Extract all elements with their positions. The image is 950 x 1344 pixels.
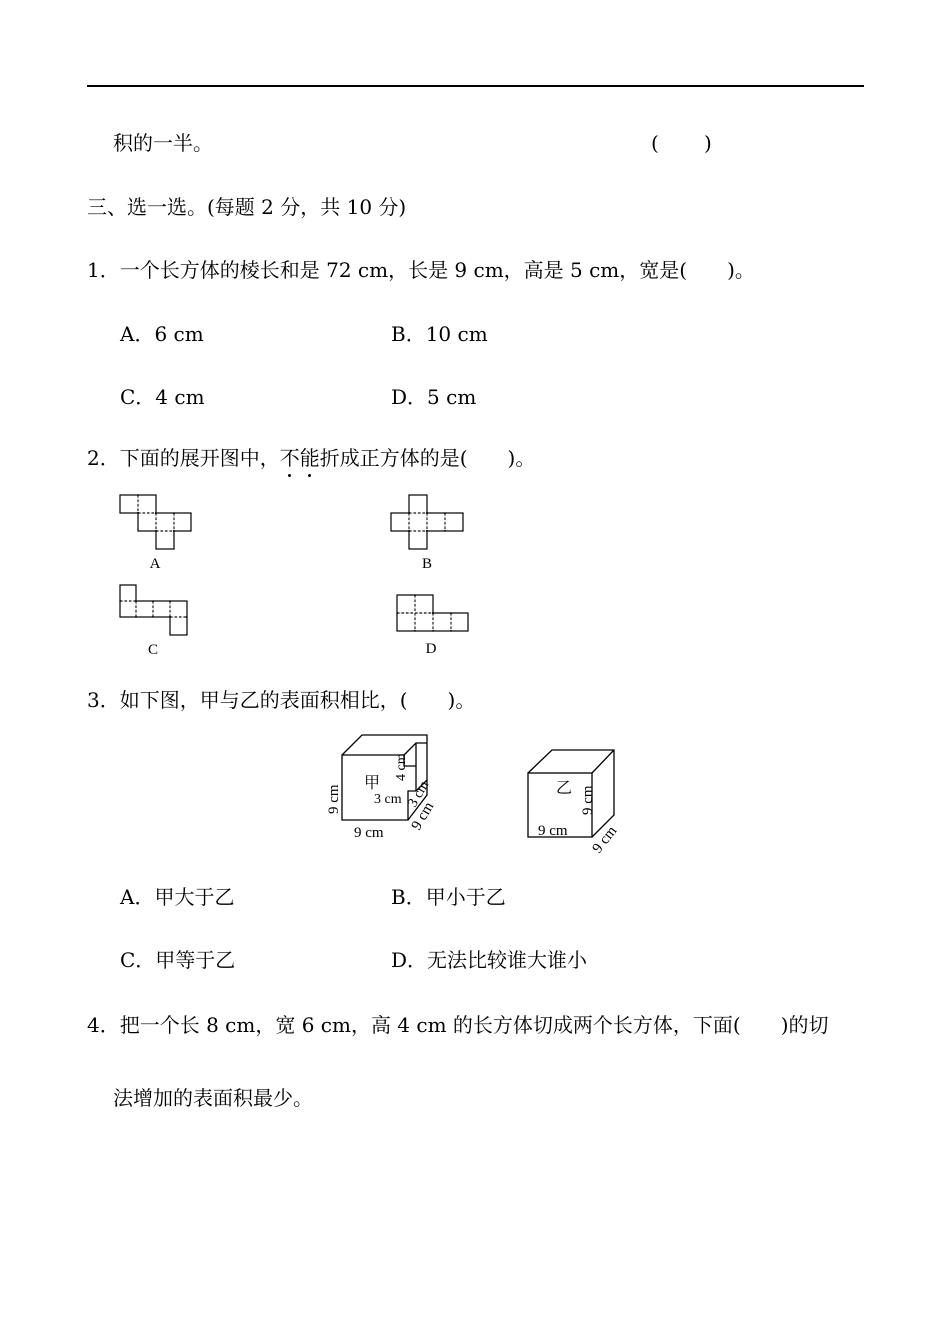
- label-width: 9 cm: [354, 825, 384, 841]
- section-heading: 三、选一选。(每题 2 分，共 10 分): [87, 195, 407, 219]
- net-face: [397, 595, 415, 613]
- figure-jia-notched-cube: [320, 728, 460, 848]
- top-right-edge: [592, 750, 614, 773]
- q3-option-d[interactable]: D．无法比较谁大谁小: [391, 948, 588, 972]
- question-number: 1．: [87, 258, 120, 282]
- net-face: [156, 531, 174, 549]
- emphasis-char-bu: 不: [279, 446, 300, 470]
- previous-item-continuation: 积的一半。: [113, 131, 213, 155]
- question-4: [87, 1013, 829, 1037]
- net-label: B: [421, 556, 433, 572]
- net-face: [120, 585, 136, 601]
- question-text: 如下图，甲与乙的表面积相比，( )。: [119, 688, 476, 712]
- question-text: 一个长方体的棱长和是 72 cm，长是 9 cm，高是 5 cm，宽是( )。: [119, 258, 755, 282]
- net-face: [451, 613, 468, 631]
- net-face: [138, 513, 156, 531]
- net-face: [153, 601, 170, 617]
- net-face: [174, 513, 191, 531]
- label-notch-height: 4 cm: [394, 753, 409, 781]
- label-depth: 9 cm: [589, 823, 621, 857]
- question-text-before: 下面的展开图中，: [119, 446, 280, 470]
- q1-option-d[interactable]: D．5 cm: [391, 385, 477, 409]
- net-face: [136, 601, 153, 617]
- net-c[interactable]: [118, 583, 194, 659]
- question-4-line2: 法增加的表面积最少。: [113, 1086, 313, 1110]
- question-number: 2．: [87, 446, 120, 470]
- net-face: [138, 495, 156, 513]
- label-width: 9 cm: [538, 823, 568, 839]
- net-label: A: [149, 556, 161, 572]
- figure-name-jia: 甲: [364, 775, 381, 792]
- net-face: [415, 613, 433, 631]
- net-face: [397, 613, 415, 631]
- answer-paren-open: (: [651, 131, 659, 155]
- header-rule: [87, 85, 864, 87]
- answer-paren-close: ): [704, 131, 712, 155]
- question-3: [87, 688, 475, 712]
- net-label: D: [425, 641, 437, 657]
- net-b[interactable]: [389, 493, 469, 573]
- question-1: [87, 258, 755, 282]
- net-face: [156, 513, 174, 531]
- question-number: 4．: [87, 1013, 120, 1037]
- net-face: [415, 595, 433, 613]
- question-text-line1: 把一个长 8 cm，宽 6 cm，高 4 cm 的长方体切成两个长方体，下面( )的切: [119, 1013, 829, 1037]
- label-notch-depth: 3 cm: [405, 778, 433, 810]
- figure-yi-cube: [520, 743, 640, 855]
- label-height: 9 cm: [580, 785, 596, 815]
- net-face: [170, 617, 187, 635]
- question-text-after: 折成正方体的是( )。: [319, 446, 536, 470]
- net-face: [427, 513, 445, 531]
- net-face: [445, 513, 463, 531]
- q3-option-b[interactable]: B．甲小于乙: [391, 885, 506, 909]
- q1-option-b[interactable]: B．10 cm: [391, 322, 488, 346]
- net-face: [409, 495, 427, 513]
- q3-option-c[interactable]: C．甲等于乙: [120, 948, 236, 972]
- q3-option-a[interactable]: A．甲大于乙: [120, 885, 235, 909]
- emphasis-char-neng: 能: [299, 446, 320, 470]
- net-face: [170, 601, 187, 617]
- question-2: [87, 446, 535, 470]
- net-face: [433, 613, 451, 631]
- net-face: [391, 513, 409, 531]
- net-d[interactable]: [395, 593, 473, 659]
- q1-option-a[interactable]: A．6 cm: [120, 322, 204, 346]
- net-a[interactable]: [118, 493, 194, 573]
- net-face: [409, 531, 427, 549]
- question-number: 3．: [87, 688, 120, 712]
- net-label: C: [147, 642, 159, 658]
- net-face: [120, 495, 138, 513]
- net-face: [409, 513, 427, 531]
- label-depth: 9 cm: [408, 799, 438, 833]
- net-face: [120, 601, 136, 617]
- label-notch-width: 3 cm: [374, 792, 402, 807]
- figure-name-yi: 乙: [556, 780, 573, 797]
- q1-option-c[interactable]: C．4 cm: [120, 385, 205, 409]
- label-height: 9 cm: [326, 784, 342, 814]
